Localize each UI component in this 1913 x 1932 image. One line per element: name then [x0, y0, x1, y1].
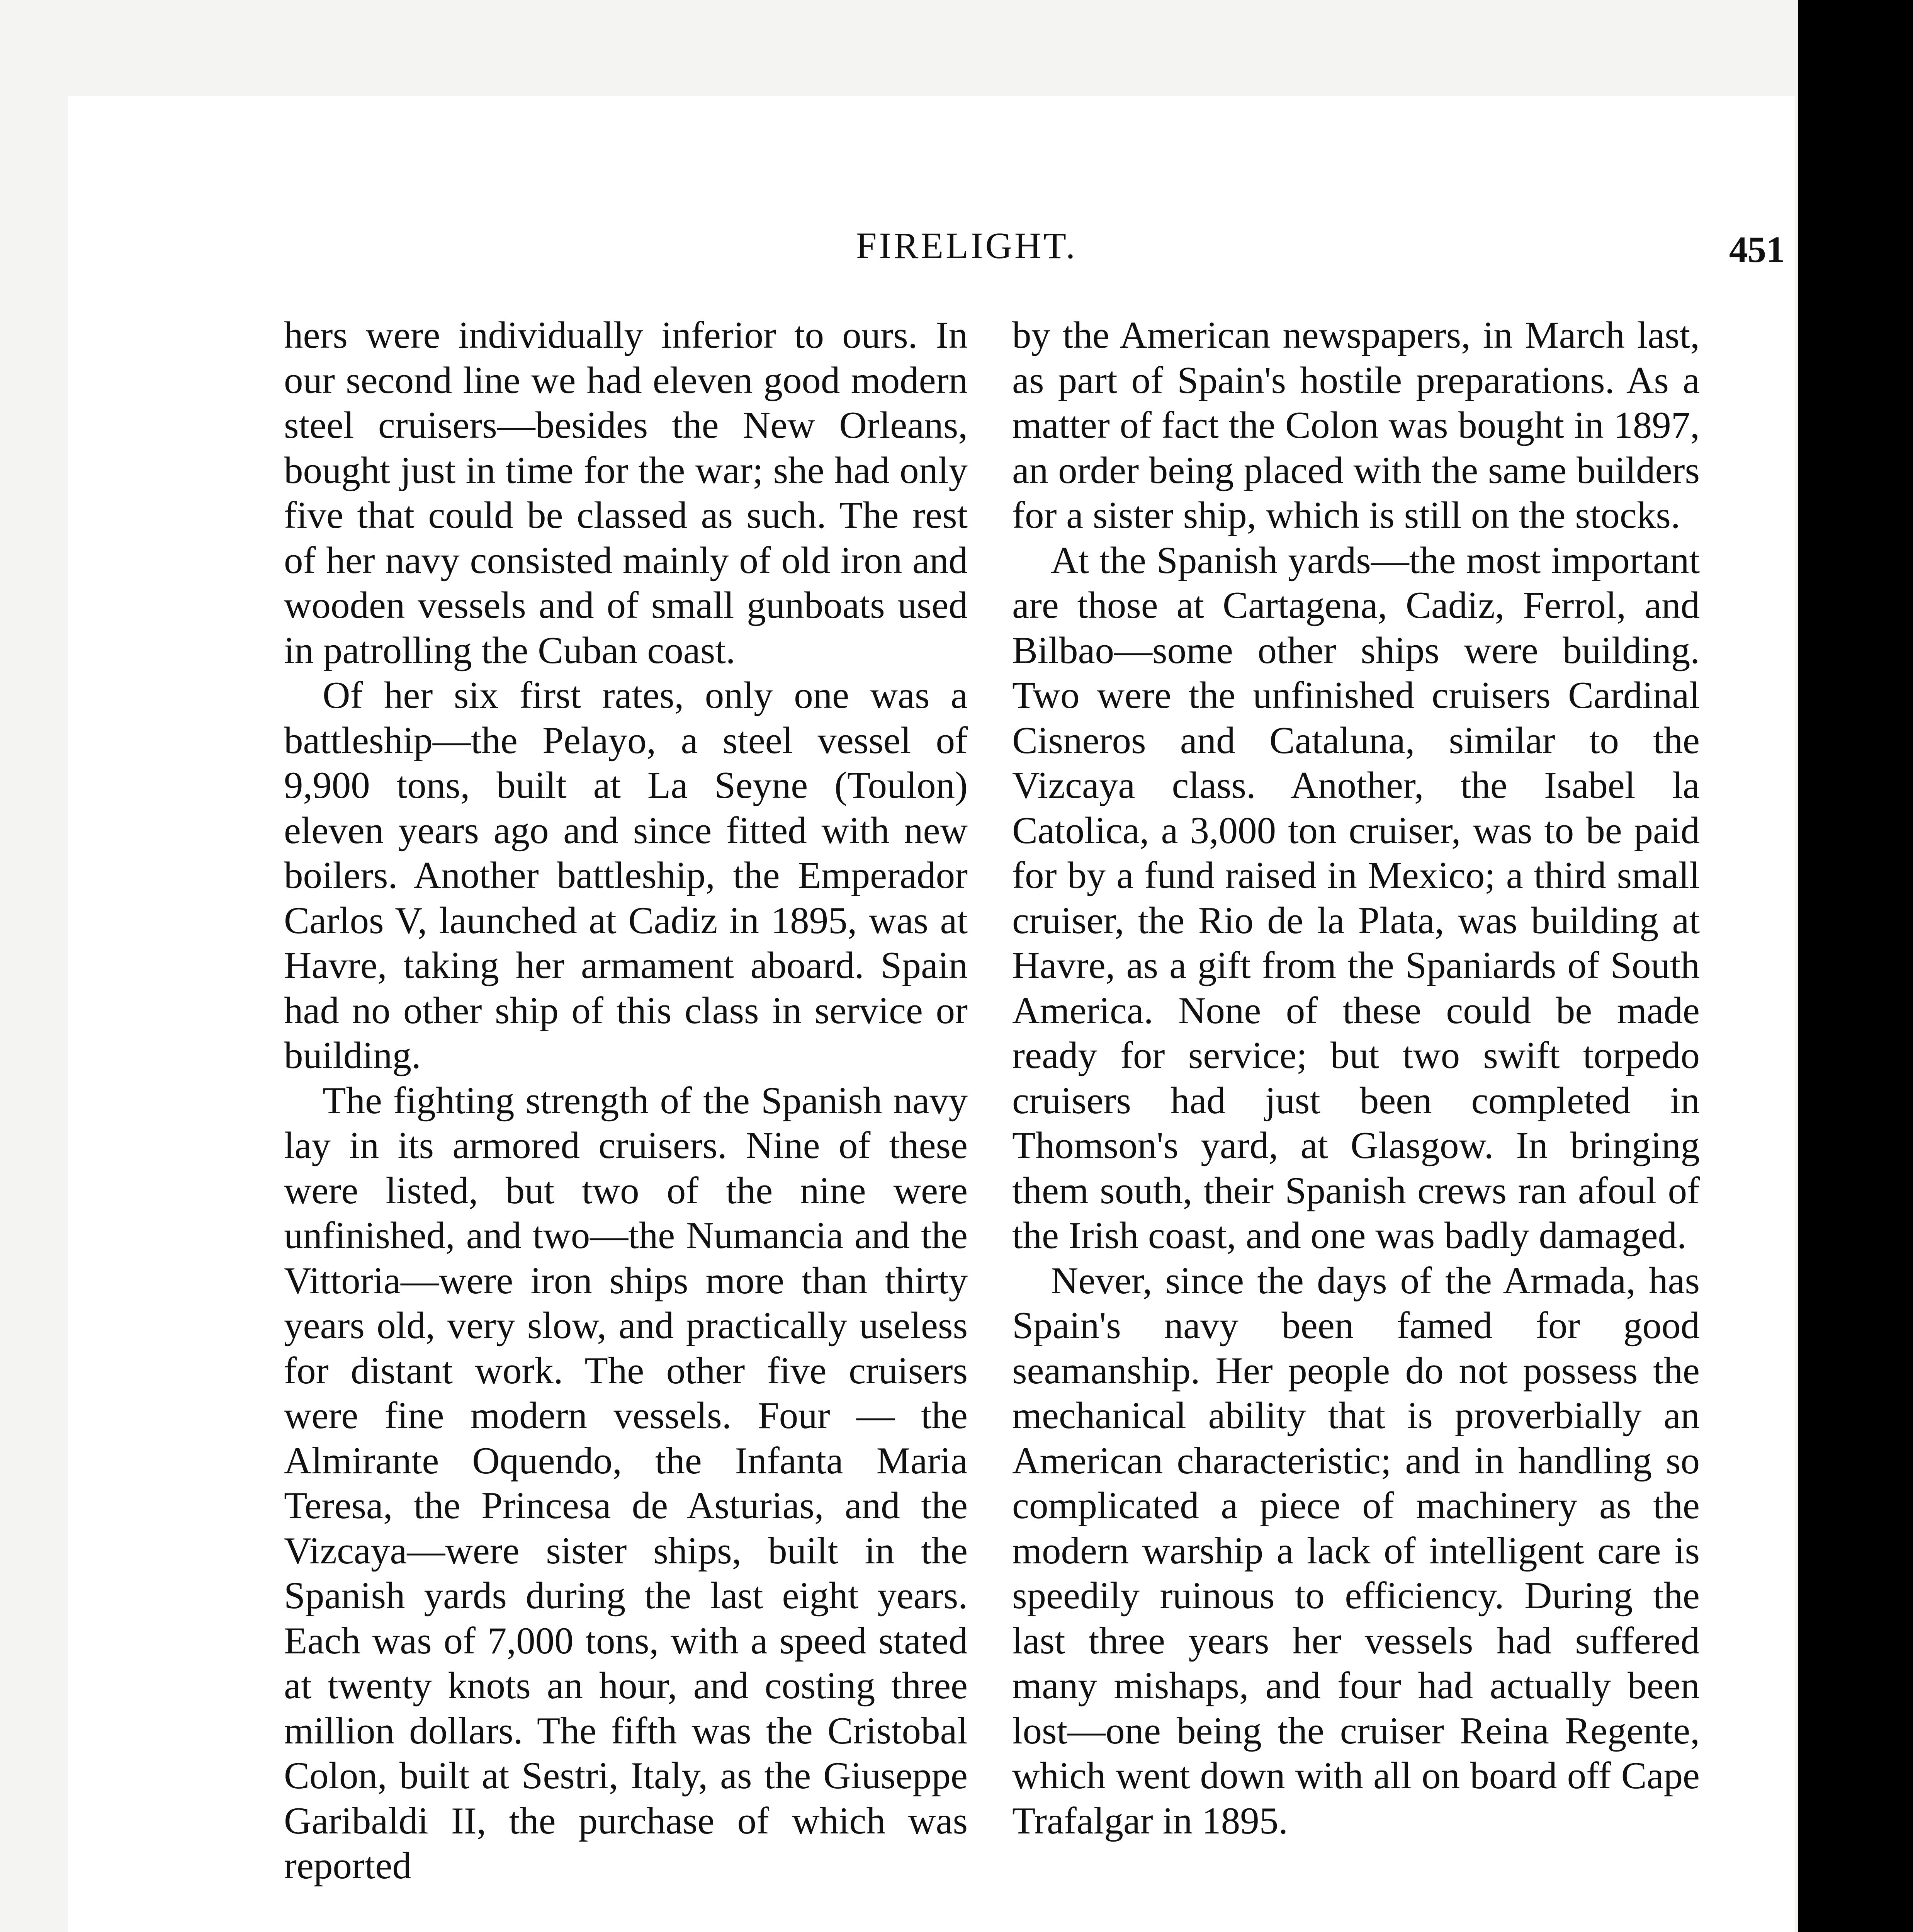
paragraph: The fighting strength of the Spanish navy lay in its armored cruisers. Nine of these were listed, but two of the nine were unfinished, and two—the Numancia and the Vittoria—were iron ships more than thirty years old, very slow, and practically useless for distant work. The other five cruisers were fine modern vessels. Four — the Almirante Oquendo, the Infanta Maria Teresa, the Princesa de Asturias, and the Vizcaya—were sister ships, built in the Spanish yards during the last eight years. Each was of 7,000 tons, with a speed stated at twenty knots an hour, and costing three million dollars. The fifth was the Cristobal Colon, built at Sestri, Italy, as the Giuseppe Garibaldi II, the purchase of which was reported — [284, 1079, 968, 1887]
paragraph: by the American newspapers, in March last, as part of Spain's hostile preparations. As a matter of fact the Colon was bought in 1897, an order being placed with the same builders for a sister ship, which is still on the stocks. — [1012, 314, 1700, 536]
page-header — [68, 216, 1785, 270]
running-title: FIRELIGHT. — [856, 225, 1077, 266]
scan-edge-right — [1798, 0, 1913, 1932]
paragraph: Of her six first rates, only one was a battleship—the Pelayo, a steel vessel of 9,900 tons, built at La Seyne (Toulon) eleven years ago and since fitted with new boilers. Another battleship, the Emperador Carlos V, launched at Cadiz in 1895, was at Havre, taking her armament aboard. Spain had no other ship of this class in service or building. — [284, 674, 968, 1077]
paragraph: Never, since the days of the Armada, has Spain's navy been famed for good seamanship. Her people do not possess the mechanical ability that is proverbially an American characteristic; and in handling so complicated a piece of machinery as the modern warship a lack of intelligent care is speedily ruinous to efficiency. During the last three years her vessels had suffered many mishaps, and four had actually been lost—one being the cruiser Reina Regente, which went down with all on board off Cape Trafalgar in 1895. — [1012, 1259, 1700, 1842]
paragraph: hers were individually inferior to ours. In our second line we had eleven good modern steel cruisers—besides the New Orleans, bought just in time for the war; she had only five that could be classed as such. The rest of her navy consisted mainly of old iron and wooden vessels and of small gunboats used in patrolling the Cuban coast. — [284, 314, 968, 672]
right-column — [1012, 313, 1700, 1844]
left-column — [284, 313, 968, 1889]
paragraph: At the Spanish yards—the most important are those at Cartagena, Cadiz, Ferrol, and Bilbao—some other ships were building. Two were the unfinished cruisers Cardinal Cisneros and Cataluna, similar to the Vizcaya class. Another, the Isabel la Catolica, a 3,000 ton cruiser, was to be paid for by a fund raised in Mexico; a third small cruiser, the Rio de la Plata, was building at Havre, as a gift from the Spaniards of South America. None of these could be made ready for service; but two swift torpedo cruisers had just been completed in Thomson's yard, at Glasgow. In bringing them south, their Spanish crews ran afoul of the Irish coast, and one was badly damaged. — [1012, 539, 1700, 1257]
page-number: 451 — [1729, 229, 1785, 270]
